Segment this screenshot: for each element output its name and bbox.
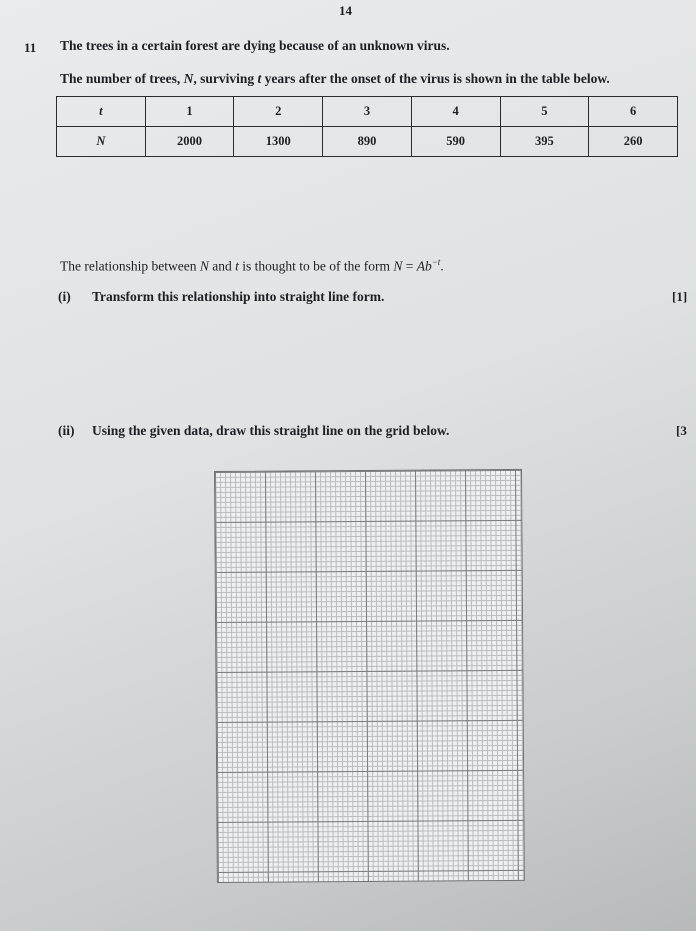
part-i-text: Transform this relationship into straight line form. [92,289,385,304]
rel-and: and [208,258,236,274]
table-header-n: N [57,127,146,157]
part-ii-label: (ii) [58,423,75,438]
desc-prefix: The number of trees, [60,71,184,86]
table-cell-t: 3 [323,97,412,127]
formula-exponent: −t [431,257,441,267]
desc-mid: , surviving [193,71,258,86]
question-intro: The trees in a certain forest are dying because of an unknown virus. [60,38,450,53]
data-table [56,96,678,157]
rel-middle: is thought to be of the form [238,258,394,274]
table-cell-n: 260 [589,127,678,157]
table-cell-t: 1 [145,97,234,127]
rel-var-t: t [235,258,239,274]
part-ii-text: Using the given data, draw this straight line on the grid below. [92,423,450,438]
part-i-marks: [1] [672,289,688,304]
table-cell-n: 1300 [234,127,323,157]
table-cell-t: 2 [234,97,323,127]
formula-eq: = [402,258,417,274]
desc-var-t: t [257,71,262,86]
table-row-n [57,127,678,157]
table-cell-n: 890 [323,127,412,157]
table-cell-t: 4 [411,97,500,127]
page-number: 14 [339,3,352,18]
formula-lhs: N [393,258,403,274]
table-cell-n: 590 [411,127,500,157]
desc-var-n: N [183,71,194,86]
table-row-t [57,97,678,127]
rel-var-n: N [199,258,209,274]
part-ii-marks: [3 [676,423,687,438]
relationship-text [60,257,444,275]
table-cell-t: 5 [500,97,589,127]
graph-grid [214,469,525,883]
question-number: 11 [24,40,37,55]
formula-ab: Ab [416,258,432,274]
table-cell-t: 6 [589,97,678,127]
question-description [60,71,610,87]
rel-prefix: The relationship between [60,258,200,274]
rel-end: . [440,258,444,274]
desc-suffix: years after the onset of the virus is shown in the table below. [261,71,610,86]
table-header-t: t [57,97,146,127]
table-cell-n: 2000 [145,127,234,157]
part-i-label: (i) [58,289,71,304]
table-cell-n: 395 [500,127,589,157]
